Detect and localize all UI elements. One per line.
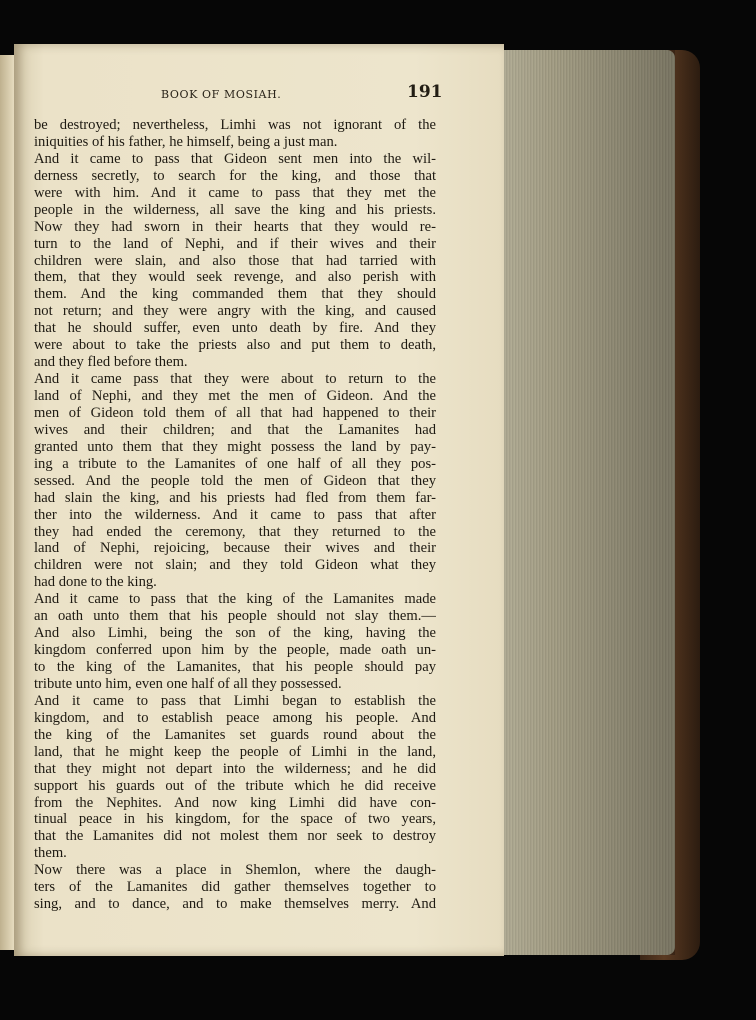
text-line: And also Limhi, being the son of the king, having the bbox=[34, 625, 436, 642]
text-line: not return; and they were angry with the king, and caused bbox=[34, 303, 436, 320]
text-line: sessed. And the people told the men of Gideon that they bbox=[34, 472, 436, 489]
text-line: them. And the king commanded them that they should bbox=[34, 286, 436, 303]
running-head: BOOK OF MOSIAH. bbox=[161, 88, 282, 101]
text-line: to the king of the Lamanites, that his people should pay bbox=[34, 659, 436, 675]
body-text bbox=[34, 117, 436, 913]
page-header bbox=[14, 82, 504, 106]
text-line: that he should suffer, even unto death by fire. And they bbox=[34, 320, 436, 337]
text-line: them. bbox=[34, 845, 67, 862]
text-line: Now they had sworn in their hearts that they would re- bbox=[34, 218, 436, 235]
text-line: land of Nephi, and they met the men of Gideon. And the bbox=[34, 388, 436, 404]
text-line: kingdom, and to establish peace among his people. And bbox=[34, 709, 436, 726]
page-number: 191 bbox=[407, 82, 443, 102]
text-line: them, that they would seek revenge, and also perish with bbox=[34, 269, 436, 286]
page-block-edges bbox=[500, 50, 675, 955]
text-line: land of Nephi, rejoicing, because their wives and their bbox=[34, 540, 436, 557]
text-line: And it came to pass that the king of the Lamanites made bbox=[34, 591, 436, 608]
text-line: support his guards out of the tribute which he did receive bbox=[34, 777, 436, 794]
text-line: granted unto them that they might possess the land by pay- bbox=[34, 438, 436, 455]
text-line: children were slain, and also those that had tarried with bbox=[34, 252, 436, 269]
text-line: sing, and to dance, and to make themselves merry. And bbox=[34, 896, 436, 913]
text-line: had slain the king, and his priests had fled from them far- bbox=[34, 489, 436, 506]
text-line: were with him. And it came to pass that they met the bbox=[34, 184, 436, 201]
text-line: land, that he might keep the people of Limhi in the land, bbox=[34, 743, 436, 760]
text-line: kingdom conferred upon him by the people, made oath un- bbox=[34, 642, 436, 659]
text-line: and they fled before them. bbox=[34, 354, 188, 371]
text-line: And it came pass that they were about to return to the bbox=[34, 371, 436, 388]
text-line: ing a tribute to the Lamanites of one half of all they pos- bbox=[34, 455, 436, 472]
book-page bbox=[14, 44, 504, 956]
text-line: tinual peace in his kingdom, for the space of two years, bbox=[34, 811, 436, 828]
text-line: ther into the wilderness. And it came to pass that after bbox=[34, 506, 436, 523]
text-line: And it came to pass that Limhi began to establish the bbox=[34, 692, 436, 709]
text-line: an oath unto them that his people should not slay them.— bbox=[34, 608, 436, 625]
text-line: that the Lamanites did not molest them nor seek to destroy bbox=[34, 828, 436, 845]
text-line: be destroyed; nevertheless, Limhi was not ignorant of the bbox=[34, 117, 436, 133]
text-line: people in the wilderness, all save the king and his priests. bbox=[34, 201, 436, 218]
text-line: were about to take the priests also and put them to death, bbox=[34, 337, 436, 354]
text-line: tribute unto him, even one half of all they possessed. bbox=[34, 675, 342, 692]
text-line: the king of the Lamanites set guards round about the bbox=[34, 726, 436, 743]
text-line: derness secretly, to search for the king, and those that bbox=[34, 167, 436, 184]
text-line: And it came to pass that Gideon sent men into the wil- bbox=[34, 150, 436, 167]
text-line: men of Gideon told them of all that had happened to their bbox=[34, 404, 436, 421]
text-line: ters of the Lamanites did gather themselves together to bbox=[34, 879, 436, 896]
text-line: iniquities of his father, he himself, being a just man. bbox=[34, 133, 338, 150]
text-line: wives and their children; and that the Lamanites had bbox=[34, 421, 436, 438]
text-line: turn to the land of Nephi, and if their wives and their bbox=[34, 235, 436, 252]
text-line: from the Nephites. And now king Limhi did have con- bbox=[34, 794, 436, 811]
text-line: had done to the king. bbox=[34, 574, 157, 591]
text-line: they had ended the ceremony, that they returned to the bbox=[34, 523, 436, 540]
text-line: children were not slain; and they told Gideon what they bbox=[34, 557, 436, 574]
facing-page-edge bbox=[0, 55, 14, 950]
text-line: that they might not depart into the wilderness; and he did bbox=[34, 760, 436, 777]
text-line: Now there was a place in Shemlon, where the daugh- bbox=[34, 862, 436, 879]
